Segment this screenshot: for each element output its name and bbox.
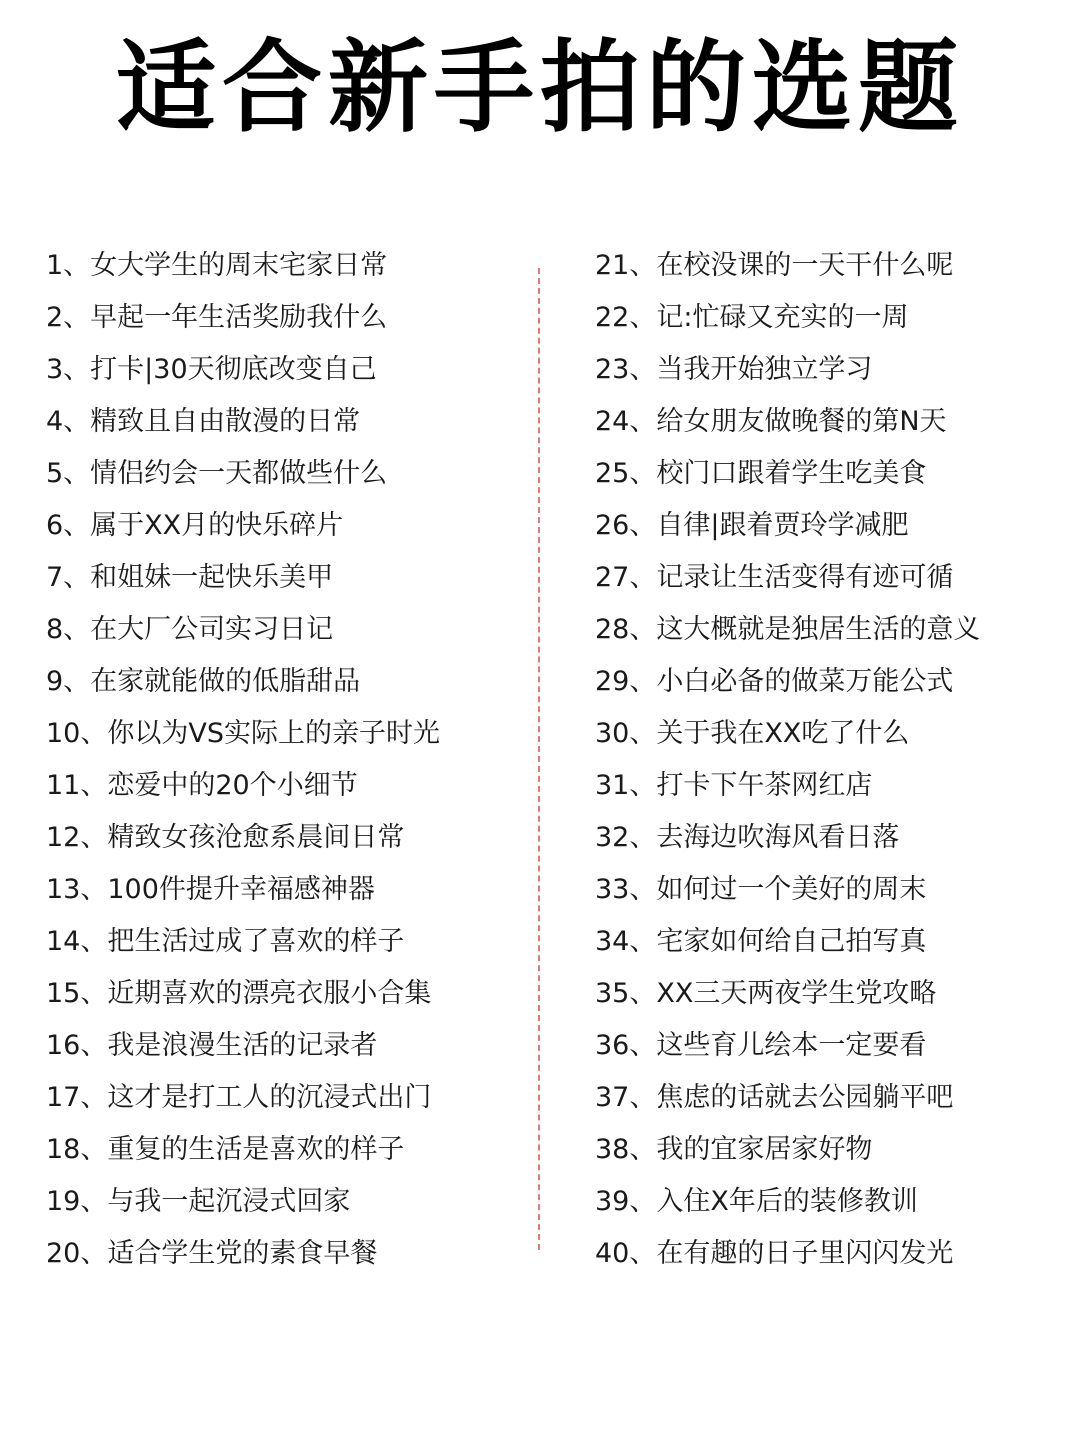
list-item: 29、小白必备的做菜万能公式	[595, 666, 954, 697]
list-item: 40、在有趣的日子里闪闪发光	[595, 1238, 954, 1269]
list-item: 25、校门口跟着学生吃美食	[595, 458, 927, 489]
list-item: 33、如何过一个美好的周末	[595, 874, 927, 905]
list-item: 31、打卡下午茶网红店	[595, 770, 873, 801]
list-item: 26、自律|跟着贾玲学减肥	[595, 510, 909, 541]
list-item: 14、把生活过成了喜欢的样子	[46, 926, 405, 957]
list-item: 7、和姐妹一起快乐美甲	[46, 562, 334, 593]
list-item: 24、给女朋友做晚餐的第N天	[595, 406, 947, 437]
list-item: 22、记:忙碌又充实的一周	[595, 302, 909, 333]
column-divider	[538, 268, 540, 1250]
list-item: 36、这些育儿绘本一定要看	[595, 1030, 927, 1061]
list-item: 19、与我一起沉浸式回家	[46, 1186, 351, 1217]
topic-list-left	[46, 240, 526, 1280]
list-item: 17、这才是打工人的沉浸式出门	[46, 1082, 432, 1113]
list-item: 20、适合学生党的素食早餐	[46, 1238, 378, 1269]
list-item: 37、焦虑的话就去公园躺平吧	[595, 1082, 954, 1113]
list-item: 18、重复的生活是喜欢的样子	[46, 1134, 405, 1165]
list-item: 16、我是浪漫生活的记录者	[46, 1030, 378, 1061]
list-item: 28、这大概就是独居生活的意义	[595, 614, 981, 645]
list-item: 2、早起一年生活奖励我什么	[46, 302, 388, 333]
list-item: 38、我的宜家居家好物	[595, 1134, 873, 1165]
list-item: 15、近期喜欢的漂亮衣服小合集	[46, 978, 432, 1009]
page-title: 适合新手拍的选题	[116, 29, 964, 146]
list-item: 3、打卡|30天彻底改变自己	[46, 354, 377, 385]
list-item: 12、精致女孩沧愈系晨间日常	[46, 822, 405, 853]
list-item: 8、在大厂公司实习日记	[46, 614, 334, 645]
list-item: 32、去海边吹海风看日落	[595, 822, 900, 853]
list-item: 5、情侣约会一天都做些什么	[46, 458, 388, 489]
list-item: 35、XX三天两夜学生党攻略	[595, 978, 937, 1009]
list-item: 4、精致且自由散漫的日常	[46, 406, 361, 437]
list-item: 23、当我开始独立学习	[595, 354, 873, 385]
list-item: 1、女大学生的周末宅家日常	[46, 250, 388, 281]
list-item: 27、记录让生活变得有迹可循	[595, 562, 954, 593]
list-item: 10、你以为VS实际上的亲子时光	[46, 718, 440, 749]
list-item: 9、在家就能做的低脂甜品	[46, 666, 361, 697]
list-item: 39、入住X年后的装修教训	[595, 1186, 918, 1217]
list-item: 6、属于XX月的快乐碎片	[46, 510, 344, 541]
list-item: 11、恋爱中的20个小细节	[46, 770, 358, 801]
topic-list-right	[595, 240, 1055, 1280]
list-item: 13、100件提升幸福感神器	[46, 874, 375, 905]
list-item: 34、宅家如何给自己拍写真	[595, 926, 927, 957]
list-item: 21、在校没课的一天干什么呢	[595, 250, 954, 281]
list-item: 30、关于我在XX吃了什么	[595, 718, 910, 749]
